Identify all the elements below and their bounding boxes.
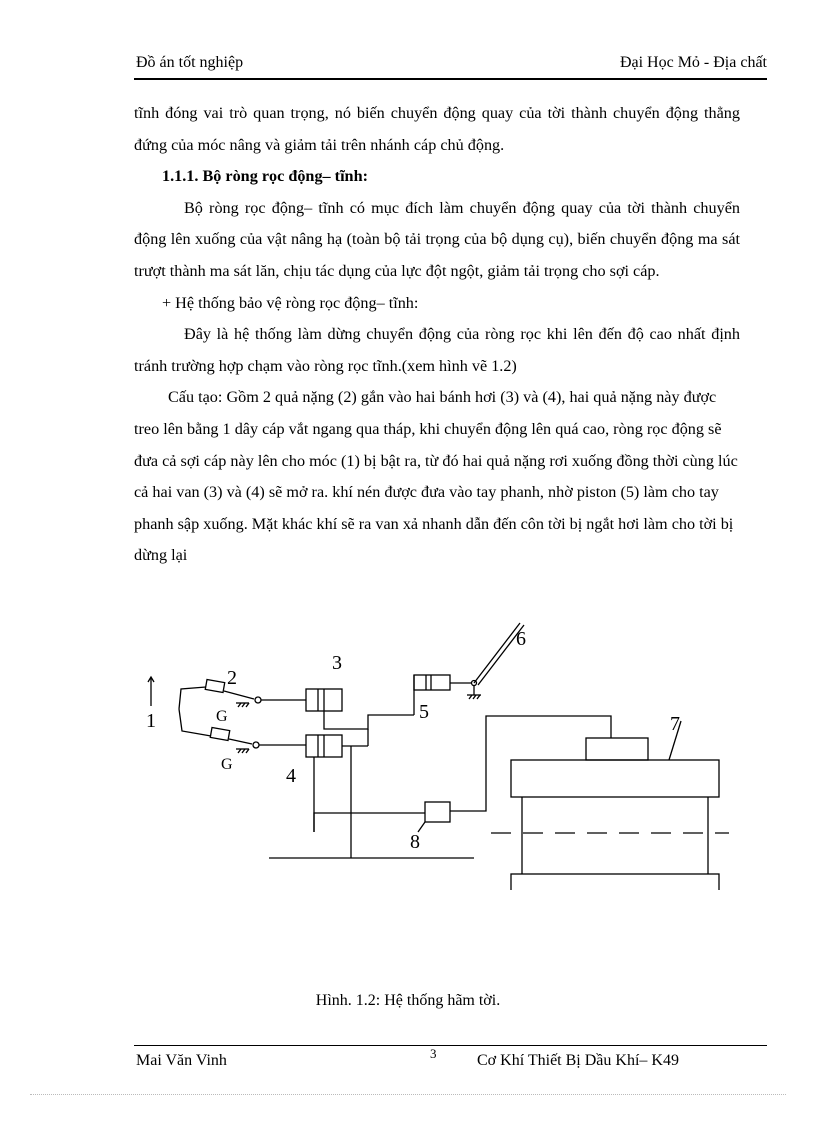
label-6: 6: [516, 628, 526, 650]
winch-7: [491, 721, 729, 890]
label-8: 8: [410, 831, 420, 853]
quick-release-valve-8: [418, 716, 611, 832]
weight-lower: [210, 728, 306, 753]
valve-3: [306, 689, 342, 711]
valve-4: [306, 735, 342, 757]
brake-system-diagram: [134, 615, 740, 890]
footer-course: Cơ Khí Thiết Bị Dầu Khí– K49: [477, 1052, 679, 1069]
page-footer: [134, 1045, 767, 1076]
footer-author: Mai Văn Vinh: [136, 1052, 227, 1069]
figure-caption: Hình. 1.2: Hệ thống hãm tời.: [315, 992, 501, 1009]
label-2: 2: [227, 667, 237, 689]
piston-5: [414, 675, 481, 699]
footer-page-number: 3: [430, 1046, 437, 1061]
label-4: 4: [286, 765, 296, 787]
header-document-type: Đồ án tốt nghiệp: [136, 54, 244, 71]
label-g-lower: G: [221, 756, 233, 773]
weight-upper: [205, 680, 306, 707]
label-g-upper: G: [216, 708, 228, 725]
label-5: 5: [419, 701, 429, 723]
paragraph-structure: Cấu tạo: Gồm 2 quả nặng (2) gắn vào hai bánh hơi (3) và (4), hai quả nặng này được treo lên bằng 1 dây cáp vắt ngang qua tháp, khi chuyển động lên quá cao, ròng rọc động sẽ đưa cả sợi cáp này lên cho móc (1) bị bật ra, từ đó hai quả nặng rơi xuống đồng thời cùng lúc cả hai van (3) và (4) sẽ mở ra. khí nén được đưa vào tay phanh, nhờ piston (5) làm cho tay phanh sập xuống. Mặt khác khí sẽ ra van xả nhanh dẫn đến côn tời bị ngắt hơi làm cho tời bị dừng lại: [134, 388, 738, 565]
paragraph-protection-description: Đây là hệ thống làm dừng chuyển động của ròng rọc khi lên đến độ cao nhất định tránh trường hợp chạm vào ròng rọc tĩnh.(xem hình vẽ 1.2): [134, 325, 740, 375]
paragraph-continuation: tĩnh đóng vai trò quan trọng, nó biến chuyển động quay của tời thành chuyển động thẳng đứng của móc nâng và giảm tải trên nhánh cáp chủ động.: [134, 104, 740, 154]
label-1: 1: [146, 710, 156, 732]
subheading-protection-system: + Hệ thống bảo vệ ròng rọc động– tĩnh:: [162, 293, 419, 312]
body-text: [134, 98, 740, 572]
header-university: Đại Học Mỏ - Địa chất: [619, 54, 767, 71]
section-heading: 1.1.1. Bộ ròng rọc động– tĩnh:: [162, 167, 368, 186]
page-bottom-border: [30, 1094, 786, 1095]
hook-1: [148, 677, 211, 736]
label-7: 7: [670, 713, 680, 735]
page-header: [134, 54, 767, 80]
paragraph-pulley-purpose: Bộ ròng rọc động– tĩnh có mục đích làm chuyển động quay của tời thành chuyển động lên xuống của vật nâng hạ (toàn bộ tải trọng của bộ dụng cụ), biến chuyển động ma sát trượt thành ma sát lăn, chịu tác dụng của lực đột ngột, giảm tải trọng cho sợi cáp.: [134, 198, 740, 280]
label-3: 3: [332, 652, 342, 674]
